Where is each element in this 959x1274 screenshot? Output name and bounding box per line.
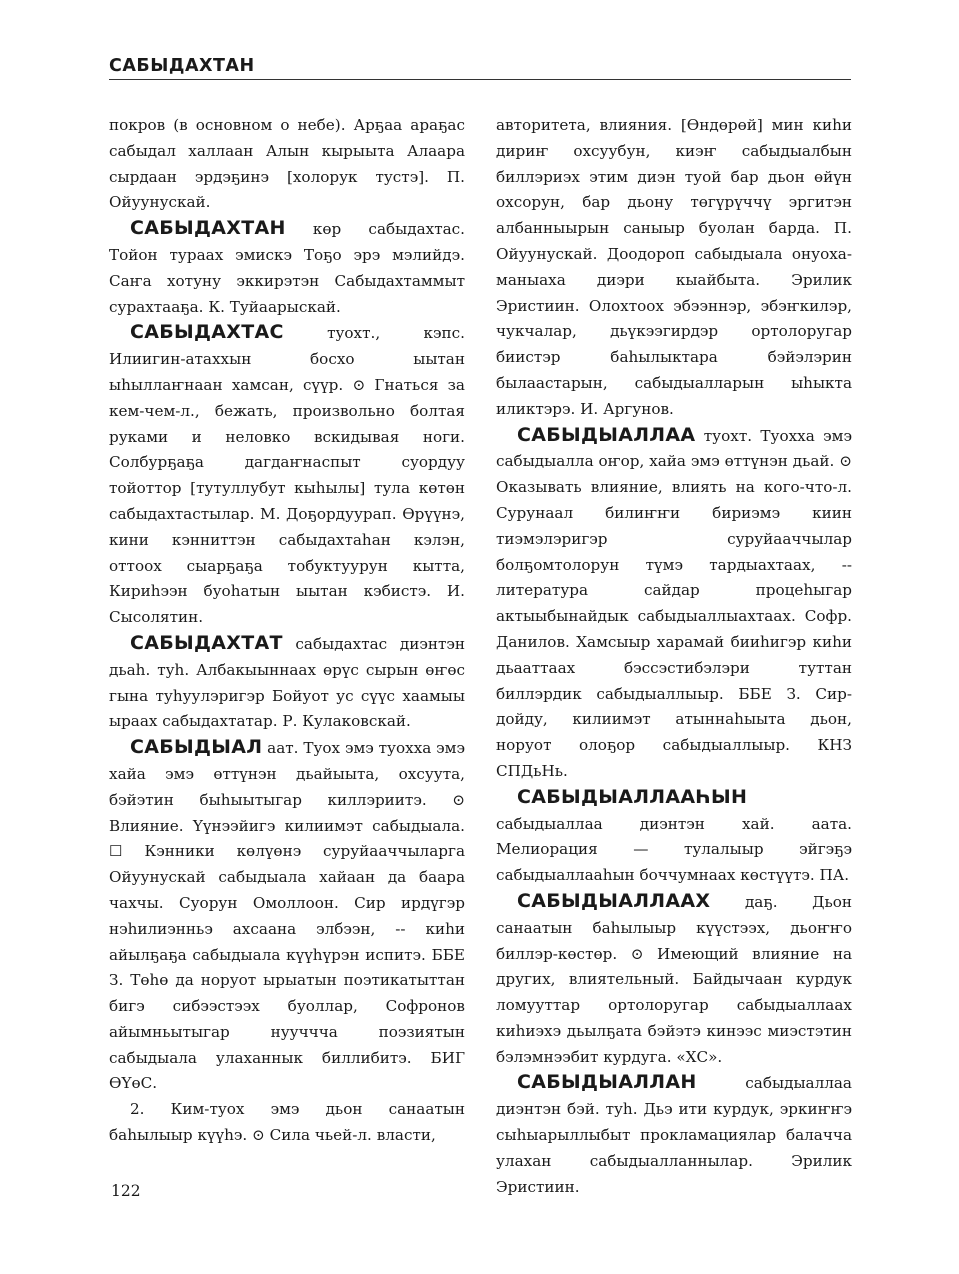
entry-body: даҕ. Дьон санаатын баһылыыр күүстээх, дьоҥҥо биллэр-көстөр. ⊙ Имеющий влияние на других, влиятельный. Байдычаан курдук ломууттар ортолоругар сабыдыаллаах киһиэхэ дьылҕата бэйэтэ кинээс миэстэтин бэлэмнээбит курдуга. «ХС». — [496, 892, 852, 1066]
left-column — [109, 113, 465, 1149]
continued-paragraph: авторитета, влияния. [Өндөрөй] мин киһи дириҥ охсуубун, киэҥ сабыдыалбын биллэриэх этим диэн туой бар дьон өйүн охсорун, бар дьону төгүрүччү эргитэн албанныырын саныыр буолан бардa. П. Ойуунускай. Доодороп сабыдыала онуоха-маныаха диэри кыайбыта. Эрилик Эристиин. Олохтоох эбээннэр, эбэҥкилэр, чукчалар, дьүкээгирдэр ортолоругар биистэр баһылыктара бэйэлэрин былаастарын, сабыдыалларын ыһыкта иликтэрэ. И. Аргунов. — [496, 116, 852, 418]
entry-body: көр сабыдахтас. Тойон тураах эмискэ Тоҕо эрэ мэлийдэ. Саҥа хотуну эккирэтэн Сабыдахтаммыт сурахтааҕа. К. Туйаарыскай. — [109, 220, 465, 316]
dictionary-entry — [109, 320, 465, 631]
entry-body: сабыдыаллаа диэнтэн бэй. туһ. Дьэ ити курдук, эркиҥҥэ сыһыарыллыбыт прокламациялар балачча улахан сабыдыалланнылар. Эрилик Эристиин. — [496, 1074, 852, 1196]
entry-headword: САБЫДЫАЛЛААҺЫН — [517, 785, 748, 808]
entry-headword: САБЫДЫАЛЛААХ — [517, 889, 711, 912]
dictionary-entry — [496, 423, 852, 785]
running-header: САБЫДАХТАН — [109, 56, 255, 76]
entry-body: туохт., кэпс. Илиигин-атаххын босхо ыытан ыһыллаҥнаан хамсан, сүүр. ⊙ Гнаться за кем-чем-л., бежать, произвольно болтая руками и неловко вскидывая ноги. Солбурҕаҕа дагдаҥнаспыт суордуу тойоттор [тутуллубут кыһылы] тула көтөн сабыдахтастылар. М. Доҕордуурап. Өрүүнэ, кини кэнниттэн сабыдахтаһан кэлэн, оттоох сыарҕаҕа тобуктуурун кытта, Кириһээн буоһатын ыытан кэбистэ. И. Сысолятин. — [109, 324, 465, 627]
entry-body: сабыдахтас диэнтэн дьаһ. туһ. Албакыыннаах өрүс сырын өҥөс гына туһуулэригэр Бойуот ус сүүс хаамыы ыраах сабыдахтатар. Р. Кулаковскай. — [109, 634, 465, 731]
dictionary-entry — [109, 216, 465, 320]
header-rule — [109, 79, 851, 80]
sense-paragraph: 2. Ким-туох эмэ дьон санаатын баһылыыр күүһэ. ⊙ Сила чьей-л. власти, — [109, 1100, 465, 1145]
entry-headword: САБЫДАХТАТ — [130, 631, 283, 654]
dictionary-entry — [109, 735, 465, 1097]
entry-headword: САБЫДЫАЛЛАА — [517, 423, 696, 446]
entry-headword: САБЫДАХТАН — [130, 217, 286, 240]
dictionary-entry — [496, 1070, 852, 1200]
dictionary-entry — [109, 631, 465, 735]
dictionary-entry — [496, 785, 852, 889]
page-number: 122 — [111, 1182, 141, 1200]
entry-headword: САБЫДАХТАС — [130, 321, 284, 344]
entry-headword: САБЫДЫАЛЛАН — [517, 1071, 697, 1094]
continued-paragraph: покров (в основном о небе). Арҕаа араҕас сабыдал халлаан Алын кырыыта Алаара сырдаан эрдэҕинэ [холорук тустэ]. П. Ойуунускай. — [109, 116, 465, 212]
dictionary-entry — [496, 889, 852, 1071]
entry-headword: САБЫДЫАЛ — [130, 736, 263, 759]
right-column — [496, 113, 852, 1200]
entry-body: сабыдыаллаа диэнтэн хай. аата. Мелиорация — тулалыыр эйгэҕэ сабыдыаллааһын боччумнаах көстүүтэ. ПА. — [496, 814, 852, 885]
entry-body: туохт. Туохха эмэ сабыдыалла оҥор, хайа эмэ өттүнэн дьай. ⊙ Оказывать влияние, влиять на кого-что-л. Сурунаал билиҥҥи бириэмэ киин тиэмэлэригэр суруйааччылар болҕомтолорун түмэ тардыахтаах, -- литература сайдар процеһыгар актыыбынайдык сабыдыаллыахтаах. Софр. Данилов. Хамсыыр харамай бииһигэр киһи дьааттаах бэссэстибэлэри туттан биллэрдик сабыдыаллыыр. ББЕ З. Сир-дойду, килиимэт атыннаһыыта дьон, норуот олоҕор сабыдыаллыыр. КНЗ СПДьНь. — [496, 426, 852, 780]
entry-body: аат. Туох эмэ туохха эмэ хайа эмэ өттүнэн дьайыыта, охсуута, бэйэтин быһыытыгар киллэриитэ. ⊙ Влияние. Үүнээйигэ килиимэт сабыдыала. ☐ Кэнники көлүөнэ суруйааччыларга Ойуунускай сабыдыала хайаан да баара чахчы. Суорун Омоллоон. Сир ирдүгэр нэһилиэнньэ ахсаана элбээн, -- киһи айылҕаҕа сабыдыала күүһүрэн испитэ. ББЕ З. Төһө да норуот ырыатын поэтикатыттан бигэ сибээстээх буоллар, Софронов айымньытыгар нууччча поэзиятын сабыдыала улаханнык биллибитэ. БИГ ӨҮөС. — [109, 739, 465, 1093]
